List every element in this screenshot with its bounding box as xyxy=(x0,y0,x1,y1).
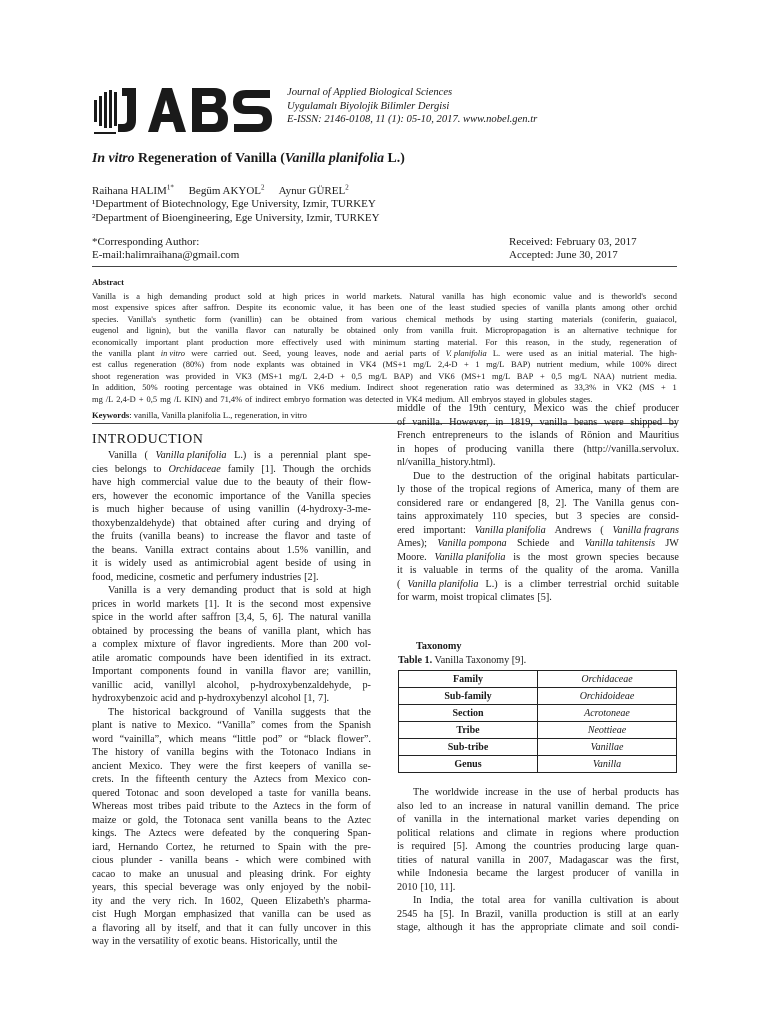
taxonomy-row xyxy=(399,671,677,688)
article-title xyxy=(92,150,405,166)
correspondence xyxy=(92,236,239,261)
introduction-heading: INTRODUCTION xyxy=(92,431,204,446)
text-line: have high commercial value due to the beauty of their flow- xyxy=(92,477,371,488)
affiliation-1: ¹Department of Biotechnology, Ege University, Izmir, TURKEY xyxy=(92,198,376,211)
taxonomy-row xyxy=(399,756,677,773)
author-1: Raihana $HALIM^{1*}$ xyxy=(92,183,174,197)
taxonomy-name: Orchidaceae xyxy=(538,671,677,688)
text-line: stage, although it has the appropriate climate and soil condi- xyxy=(397,922,679,933)
text-line: Whereas most tribes paid tribute to the Aztecs in the form of xyxy=(92,801,371,812)
text-line: obtained by processing the beans of vanilla plant, which has xyxy=(92,625,371,637)
text-line: crets. In the fifteenth century the Aztecs from Mexico con- xyxy=(92,774,371,785)
text-line: The worldwide increase in the use of herbal products has xyxy=(413,787,679,798)
text-line: 2545 ha [5]. In Brazil, vanilla production is still at an early xyxy=(397,908,679,920)
text-line: cacao to make an unusual and pleasing drink. For eighty xyxy=(92,868,371,880)
corresponding-label: *Corresponding Author: xyxy=(92,236,200,248)
text-line: ( Vanilla planifolia L.) is a climber terrestrial orchid suitable xyxy=(397,578,679,590)
text-line: tities of natural vanilla in 2007, Madagascar was the first, xyxy=(397,854,679,866)
text-line: mg /L 2,4-D + 0,5 mg /L KIN) and 71,4% of indirect embryo formation was detected in VK4 medium. All embryos stayed in globules stages. xyxy=(92,393,593,404)
text-line: prices in world markets [1]. It is the second most expensive xyxy=(92,598,371,610)
text-line: ers, however the economic importance of the Vanilla species xyxy=(92,490,371,502)
text-line: middle of the 19th century, Mexico was the chief producer xyxy=(397,403,679,414)
text-line: French entrepreneurs to the islands of Rönion and Mauritius xyxy=(397,430,679,441)
text-line: is much higher because of using vanillin (4-hydroxy-3-me- xyxy=(92,504,371,515)
text-line: Vanilla ( Vanilla planifolia L.) is a perennial plant spe- xyxy=(108,450,371,461)
taxonomy-name: Orchidoideae xyxy=(538,688,677,705)
text-line: ity and the very rich. In 1602, Queen Elizabeth's pharma- xyxy=(92,895,371,907)
text-line: Vanilla is a high demanding product sold at high prices in world markets. Natural vanilla has high economic value and is theworld's second xyxy=(92,291,677,301)
text-line: Important components found in vanilla flavor are; vanillin, xyxy=(92,666,371,677)
issn-line: E-ISSN: 2146-0108, 11 (1): 05-10, 2017. www.nobel.gen.tr xyxy=(287,114,538,126)
corresponding-email[interactable]: E-mail:halimraihana@gmail.com xyxy=(92,248,240,261)
taxonomy-rank: Family xyxy=(399,671,538,688)
right-column-bottom xyxy=(397,786,679,935)
received-date: Received: February 03, 2017 xyxy=(509,236,637,248)
abstract-heading: Abstract xyxy=(92,277,124,287)
text-line: est callus regeneration (80%) from node explants was obtained in VK4 (MS+1 mg/L 2,4-D + 1 mg/L BAP) nutrient medium, while 100% direct xyxy=(92,359,677,370)
text-line: spice in the world after saffron [3,4, 5, 6]. The natural vanilla xyxy=(92,612,371,623)
left-column xyxy=(92,449,371,949)
text-line: considered rare or endangered [8, 2]. The Vanilla genus con- xyxy=(397,497,679,509)
text-line: Moore. Vanilla planifolia is the most grown species because xyxy=(397,551,679,563)
text-line: Ames); Vanilla pompona Schiede and Vanilla tahitensis JW xyxy=(397,538,679,549)
text-line: food, medicine, cosmetic and perfumery industries [2]. xyxy=(92,571,319,583)
taxonomy-name: Vanillae xyxy=(538,739,677,756)
text-line: tains approximately 110 species, but 3 species are consid- xyxy=(397,511,679,522)
affiliation-2: ²Department of Bioengineering, Ege University, Izmir, TURKEY xyxy=(92,211,380,224)
title-end: L.) xyxy=(384,150,405,165)
abstract-text xyxy=(92,291,677,405)
text-line: the vanilla plant in vitro were carried out. Seed, young leaves, node and aerial parts of V. planifolia L. were used as an initial material. The high- xyxy=(92,348,677,359)
text-line: plant is native to Mexico. “Vanilla” comes from the Spanish xyxy=(92,720,371,731)
text-line: the fruits (vanilla beans) to increase the flavor and taste of xyxy=(92,531,371,542)
text-line: of vanilla in the international market varies depending on xyxy=(397,814,679,825)
text-line: also led to an increase in natural vanillin demand. The price xyxy=(397,800,679,812)
text-line: of vanilla. However, in 1819, vanilla beans were shipped by xyxy=(397,416,679,428)
journal-info xyxy=(287,86,537,127)
text-line: cies belongs to Orchidaceae family [1]. Though the orchids xyxy=(92,463,371,475)
table-title: Vanilla Taxonomy [9]. xyxy=(432,655,527,666)
text-line: ered important: Vanilla planifolia Andrews ( Vanilla fragrans xyxy=(397,524,679,536)
text-line: in hopes of producing vanilla there (http://vanilla.servolux. xyxy=(397,443,679,455)
taxonomy-heading: Taxonomy xyxy=(416,641,462,652)
taxonomy-row xyxy=(399,722,677,739)
text-line: quered Totonac and soon developed a taste for vanilla beans. xyxy=(92,787,371,799)
text-line: shoot regeneration was provided in VK3 (MS+1 mg/L 2,4-D + 0,5 mg/L BAP) and VK6 (MS+1 mg/L BAP + 0,5 mg/L NAA) nutrient media. xyxy=(92,370,677,381)
text-line: atile aromatic compounds have been identified in its extract. xyxy=(92,652,371,664)
jabs-logo xyxy=(92,82,282,138)
taxonomy-name: Neottieae xyxy=(538,722,677,739)
title-species: Vanilla planifolia xyxy=(284,150,385,165)
text-line: ancient Mexico. They were the first keepers of vanilla se- xyxy=(92,760,371,772)
text-line: 2010 [10, 11]. xyxy=(397,881,456,893)
text-line: word “vainilla”, which means “little pod” or “black flower”. xyxy=(92,733,371,745)
author-2: Begüm AKYOL$^2$ xyxy=(188,183,265,197)
text-line: it is widely used as antimicrobial agent beside of using in xyxy=(92,558,371,569)
title-in-vitro: In vitro xyxy=(92,150,135,165)
text-line: cious plunder - vanilla beans - which were combined with xyxy=(92,855,371,866)
taxonomy-name: Acrotoneae xyxy=(538,705,677,722)
text-line: a complex mixture of flavor ingredients. More than 200 vol- xyxy=(92,639,371,650)
taxonomy-rank: Genus xyxy=(399,756,538,773)
article-dates xyxy=(509,236,637,261)
divider-top xyxy=(92,266,677,267)
author-block xyxy=(92,181,380,225)
text-line: eugenol and lignin), but the vanilla flavor can naturally be obtained only from vanilla fruit. Micropropagation is an alternative technique for xyxy=(92,325,677,336)
taxonomy-row xyxy=(399,688,677,705)
journal-name-turkish: Uygulamalı Biyolojik Bilimler Dergisi xyxy=(287,100,450,112)
text-line: a flavoring all by itself, and that it can fully uncover in this xyxy=(92,922,371,934)
text-line: is required [5]. Among the countries producing large quan- xyxy=(397,841,679,852)
text-line: ly those of the tropical regions of America, many of them are xyxy=(397,484,679,495)
text-line: species. Vanilla's synthetic form (vanillin) can be obtained from various chemical methods by using starting materials (coniferin, guaiacol, xyxy=(92,313,677,324)
text-line: cist Hugh Morgan emphasized that vanilla can be used as xyxy=(92,909,371,920)
text-line: In addition, 50% rooting percentage was obtained in VK6 medium. Indirect shoot regeneration ratio was determined as 33,3% in VK2 (MS + 1 xyxy=(92,382,677,393)
taxonomy-rank: Tribe xyxy=(399,722,538,739)
text-line: for warm, moist tropical climates [5]. xyxy=(397,592,552,603)
text-line: the beans. Vanilla extract contains about 1.5% vanillin, and xyxy=(92,544,371,556)
table-label: Table 1. xyxy=(398,655,433,666)
accepted-date: Accepted: June 30, 2017 xyxy=(509,248,618,261)
taxonomy-row xyxy=(399,705,677,722)
text-line: hydroxybenzoic acid and p-hydroxybenzyl alcohol [1, 7]. xyxy=(92,693,330,704)
text-line: years, this special beverage was only enjoyed by the nobil- xyxy=(92,882,371,893)
text-line: In India, the total area for vanilla cultivation is about xyxy=(413,895,679,906)
text-line: thoxybenzaldehyde) that obtained after curing and drying of xyxy=(92,517,371,529)
text-line: Due to the destruction of the original habitats particular- xyxy=(413,470,679,482)
text-line: Vanilla is a very demanding product that is sold at high xyxy=(108,585,371,596)
title-middle: Regeneration of Vanilla ( xyxy=(134,150,285,165)
text-line: iard, Hernando Cortez, he returned to Spain with the pre- xyxy=(92,841,371,853)
taxonomy-rank: Sub-family xyxy=(399,688,538,705)
taxonomy-name: Vanilla xyxy=(538,756,677,773)
keywords xyxy=(92,410,307,420)
text-line: vanillic acid, vanillyl alcohol, p-hydroxybenzaldehyde, p- xyxy=(92,679,371,691)
text-line: it is valuable in terms of the quality of the aroma. Vanilla xyxy=(397,565,679,576)
text-line: maize or gold, the Totonaca sent vanilla beans to the Aztec xyxy=(92,814,371,826)
right-column-top xyxy=(397,402,679,605)
taxonomy-row xyxy=(399,739,677,756)
text-line: The history of vanilla begins with the Totonaco Indians in xyxy=(92,747,371,758)
text-line: economically important plant production more effectively used with minimum starting material. For this reason, in the study, regeneration of xyxy=(92,336,677,347)
text-line: political relations and climate in regions where production xyxy=(397,827,679,839)
keywords-label: Keywords xyxy=(92,410,130,420)
table-caption xyxy=(398,655,526,666)
author-names xyxy=(92,181,380,198)
keywords-list: : vanilla, Vanilla planifolia L., regeneration, in vitro xyxy=(129,410,307,420)
taxonomy-rank: Section xyxy=(399,705,538,722)
text-line: way in the versatility of exotic beans. Historically, until the xyxy=(92,936,338,947)
taxonomy-rank: Sub-tribe xyxy=(399,739,538,756)
text-line: nl/vanilla_history.html). xyxy=(397,457,496,468)
text-line: kings. The Aztecs were defeated by the conquering Span- xyxy=(92,828,371,839)
taxonomy-table xyxy=(398,670,677,773)
text-line: while Indonesia became the largest producer of vanilla in xyxy=(397,868,679,879)
journal-name: Journal of Applied Biological Sciences xyxy=(287,87,453,98)
author-3: Aynur GÜREL$^2$ xyxy=(278,183,349,197)
text-line: most expensive spices after saffron. Despite its economic value, it has been one of the least studied species of vanilla plants among other orchid xyxy=(92,302,677,313)
text-line: The historical background of Vanilla suggests that the xyxy=(108,706,371,718)
